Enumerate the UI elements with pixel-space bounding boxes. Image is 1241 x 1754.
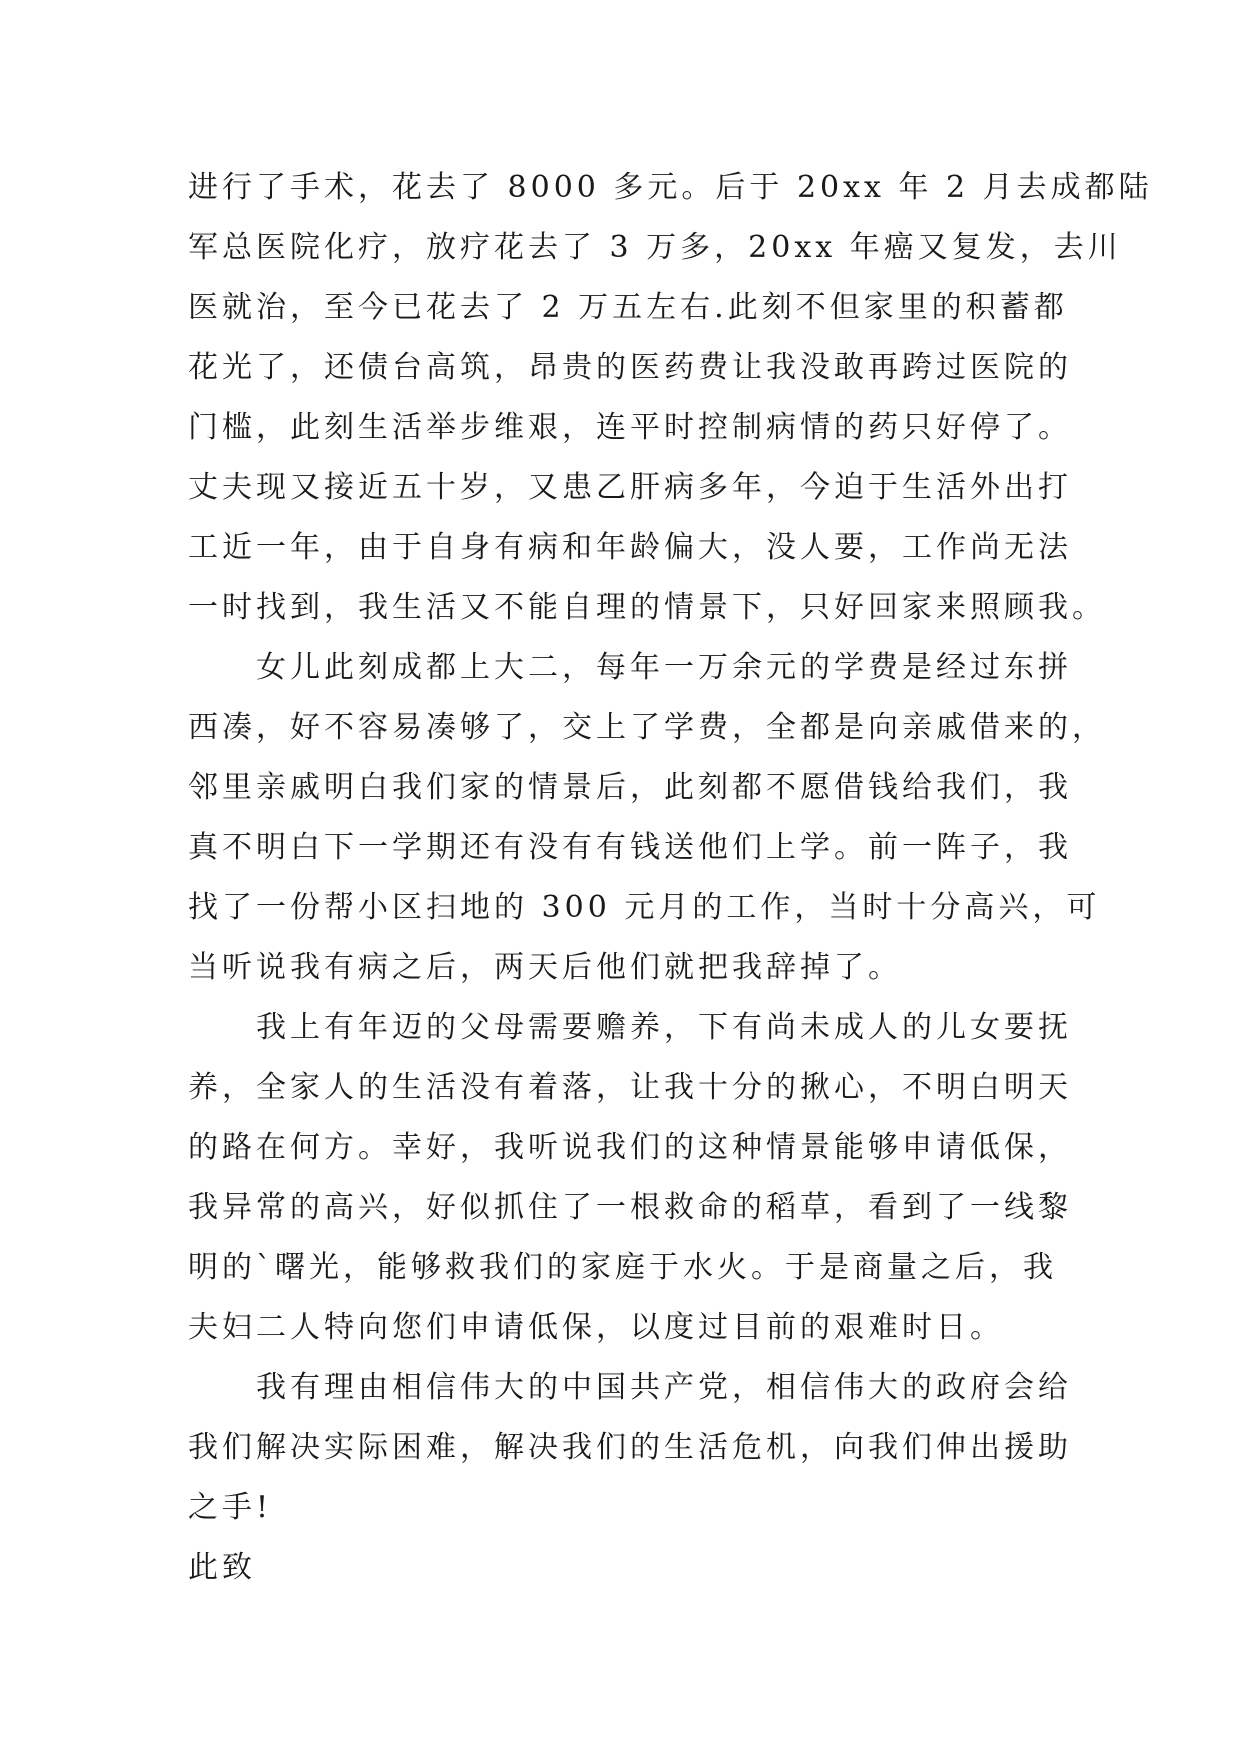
text-line: 找了一份帮小区扫地的 300 元月的工作，当时十分高兴，可 bbox=[188, 890, 1101, 925]
letter-body bbox=[188, 158, 1153, 1598]
text-line: 养，全家人的生活没有着落，让我十分的揪心，不明白明天 bbox=[188, 1070, 1072, 1105]
text-line: 门槛，此刻生活举步维艰，连平时控制病情的药只好停了。 bbox=[188, 410, 1072, 445]
text-line: 医就治，至今已花去了 2 万五左右.此刻不但家里的积蓄都 bbox=[188, 290, 1068, 325]
text-line: 我们解决实际困难，解决我们的生活危机，向我们伸出援助 bbox=[188, 1430, 1072, 1465]
text-line: 进行了手术，花去了 8000 多元。后于 20xx 年 2 月去成都陆 bbox=[188, 170, 1153, 205]
text-line: 邻里亲戚明白我们家的情景后，此刻都不愿借钱给我们，我 bbox=[188, 770, 1072, 805]
text-line: 当听说我有病之后，两天后他们就把我辞掉了。 bbox=[188, 950, 902, 985]
text-line: 一时找到，我生活又不能自理的情景下，只好回家来照顾我。 bbox=[188, 590, 1106, 625]
text-line: 西凑，好不容易凑够了，交上了学费，全都是向亲戚借来的， bbox=[188, 710, 1106, 745]
text-line: 夫妇二人特向您们申请低保，以度过目前的艰难时日。 bbox=[188, 1310, 1004, 1345]
text-line: 的路在何方。幸好，我听说我们的这种情景能够申请低保， bbox=[188, 1130, 1072, 1165]
paragraph-start-line: 我有理由相信伟大的中国共产党，相信伟大的政府会给 bbox=[256, 1370, 1072, 1405]
paragraph-start-line: 女儿此刻成都上大二，每年一万余元的学费是经过东拼 bbox=[256, 650, 1072, 685]
text-line: 明的`曙光，能够救我们的家庭于水火。于是商量之后，我 bbox=[188, 1250, 1057, 1285]
closing-salutation: 此致 bbox=[188, 1550, 256, 1585]
paragraph-start-line: 我上有年迈的父母需要赡养，下有尚未成人的儿女要抚 bbox=[256, 1010, 1072, 1045]
text-line: 花光了，还债台高筑，昂贵的医药费让我没敢再跨过医院的 bbox=[188, 350, 1072, 385]
text-line: 我异常的高兴，好似抓住了一根救命的稻草，看到了一线黎 bbox=[188, 1190, 1072, 1225]
text-line: 军总医院化疗，放疗花去了 3 万多，20xx 年癌又复发，去川 bbox=[188, 230, 1122, 265]
text-line: 真不明白下一学期还有没有有钱送他们上学。前一阵子，我 bbox=[188, 830, 1072, 865]
text-line: 之手! bbox=[188, 1490, 273, 1525]
text-line: 丈夫现又接近五十岁，又患乙肝病多年，今迫于生活外出打 bbox=[188, 470, 1072, 505]
text-line: 工近一年，由于自身有病和年龄偏大，没人要，工作尚无法 bbox=[188, 530, 1072, 565]
